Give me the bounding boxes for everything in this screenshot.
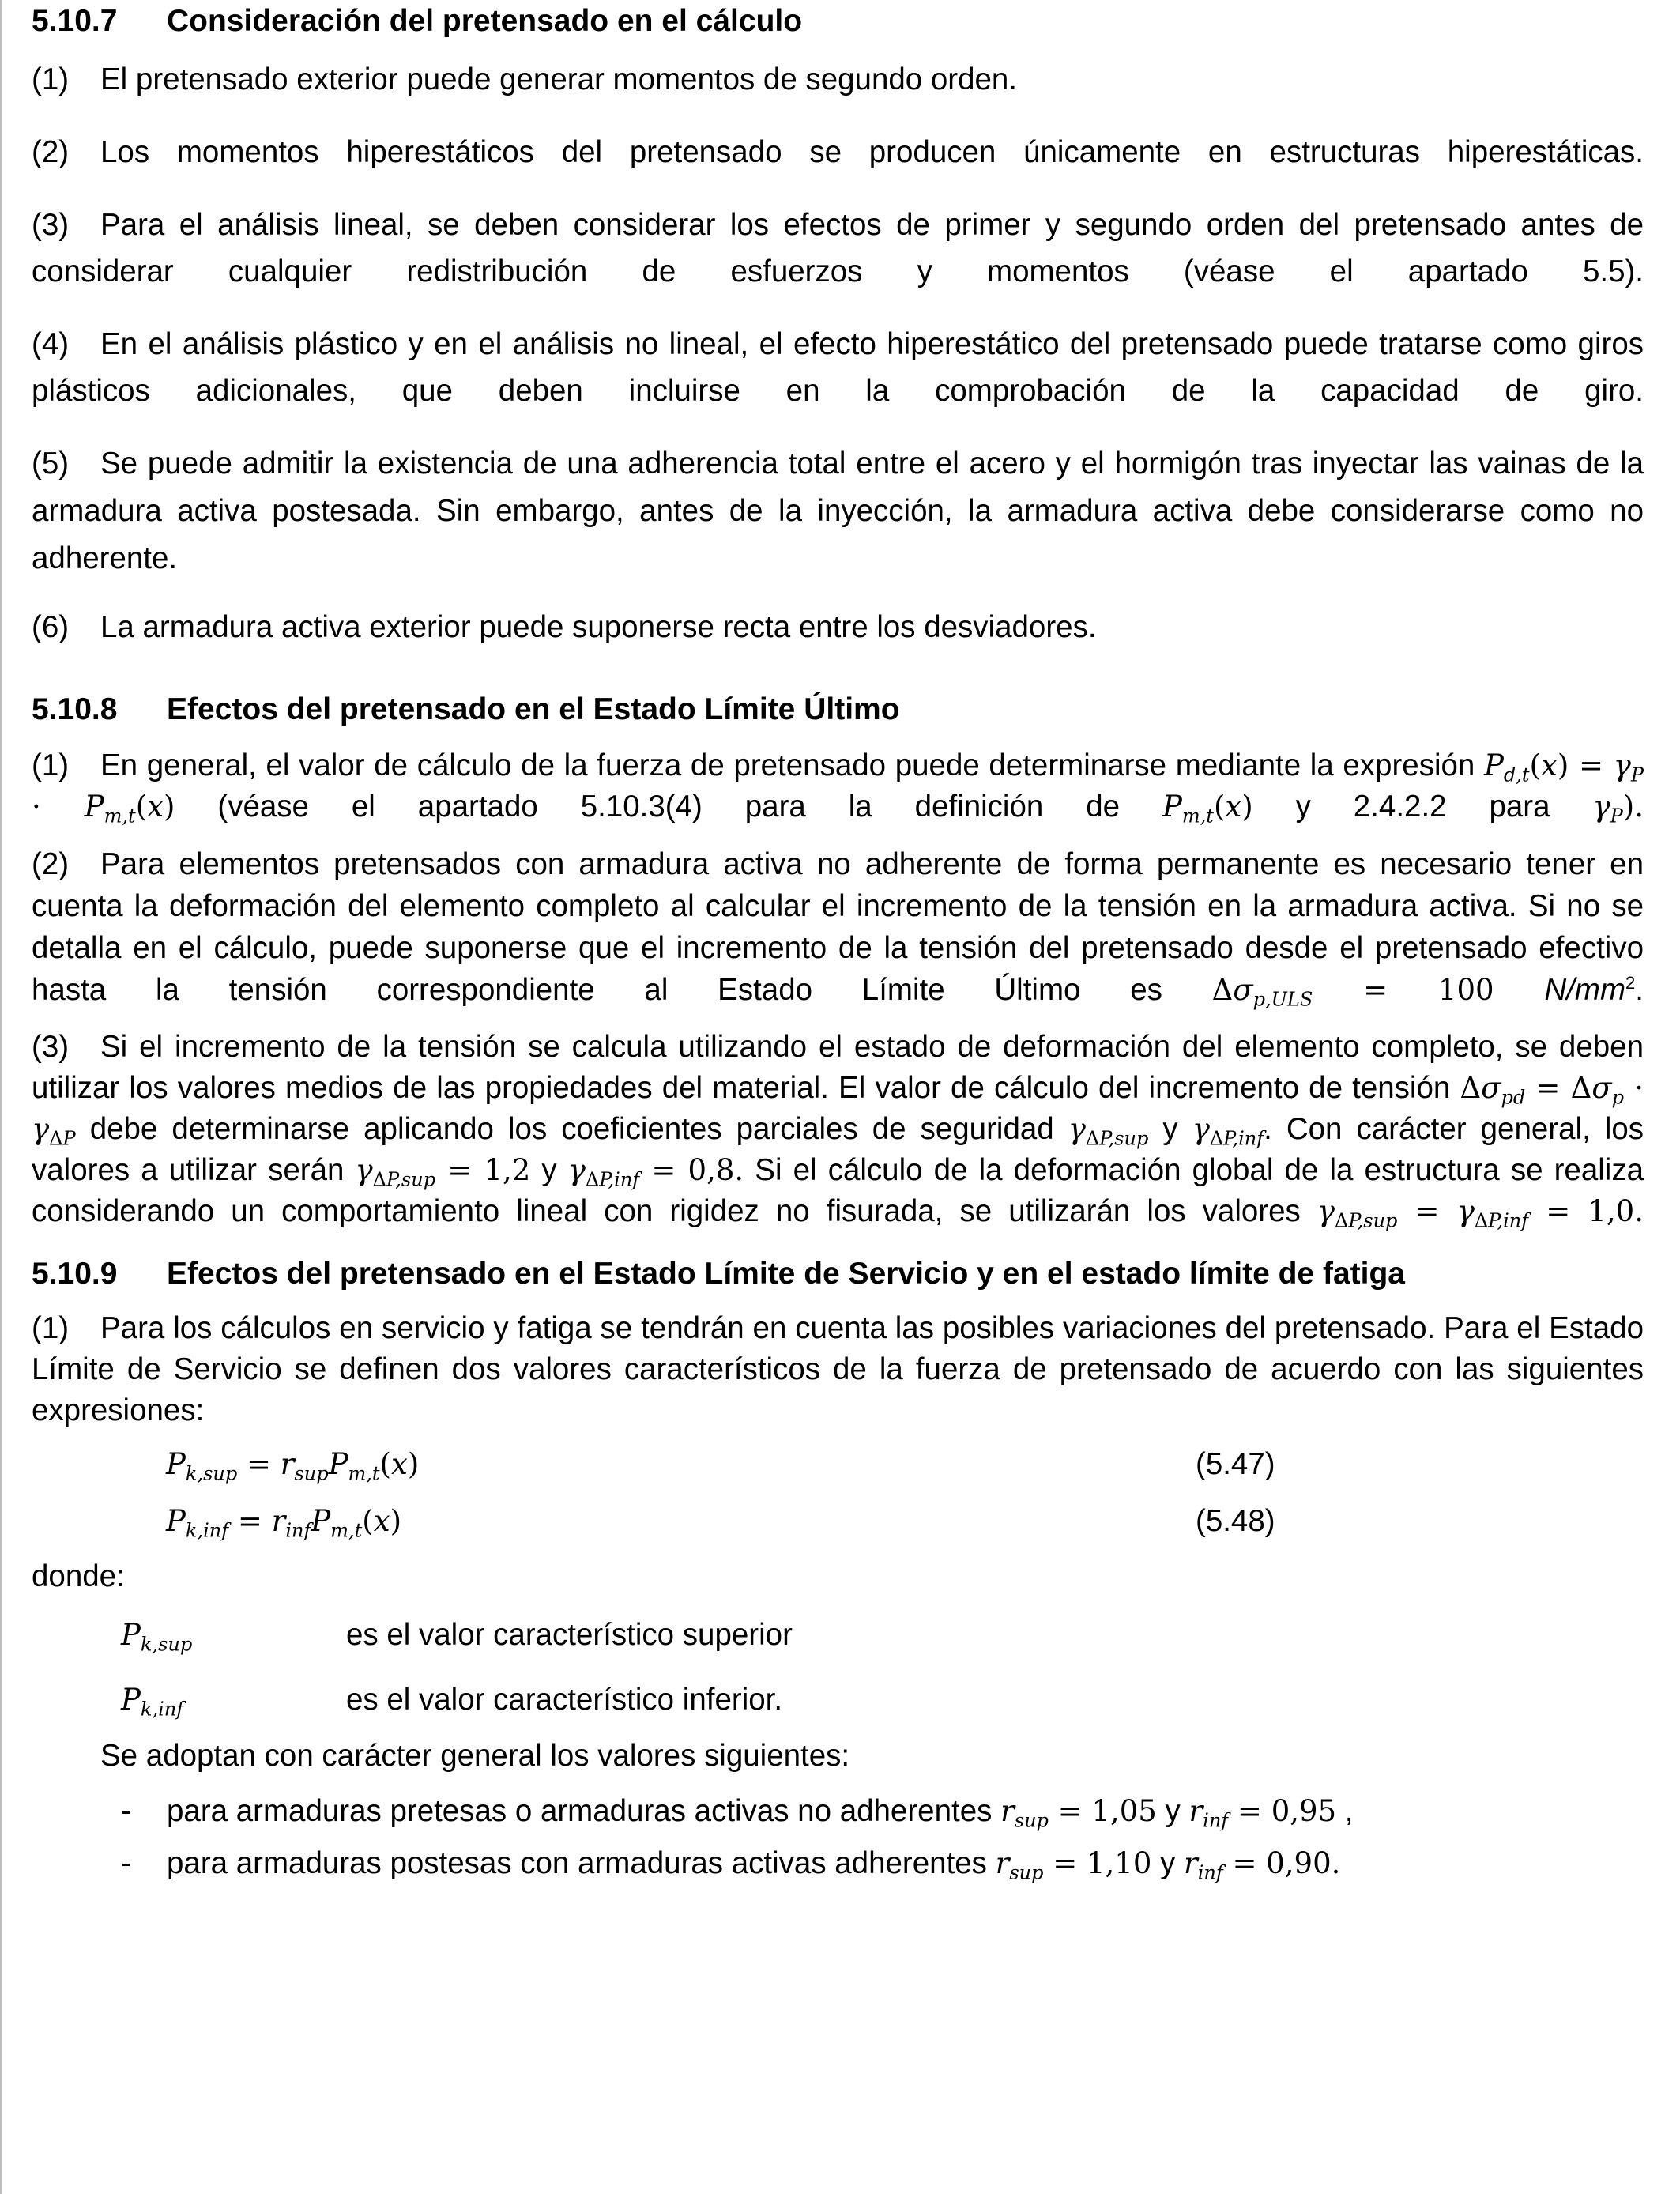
formula-gamma-p: $\gamma_P$). (1592, 790, 1644, 827)
formula-pdt: $P_{d,t}(x) = \gamma_P \cdot P_{m,t}(x)$ (32, 748, 1644, 827)
formula-gamma-sup: $\gamma_{\Delta P,sup}$ (1068, 1112, 1149, 1150)
section-number: 5.10.9 (32, 1257, 118, 1291)
equation-number: (5.48) (1196, 1504, 1275, 1538)
paragraph-5-10-7-3: (3) Para el análisis lineal, se deben considerar los efectos de primer y segundo orden del pretensado antes de considerar cualquier redistribución de esfuerzos y momentos (véase el apartado 5.5). (32, 208, 1644, 288)
formula-gamma-sup-value: $\gamma_{\Delta P,sup} = 1,2$ (355, 1153, 531, 1191)
paragraph-5-10-9-1: (1) Para los cálculos en servicio y fatiga se tendrán en cuenta las posibles variaciones del pretensado. Para el Estado Límite de Servicio se definen dos valores característicos de la fuerza de pretensado de acuerdo con las siguientes expresiones: (32, 1311, 1644, 1427)
paragraph-5-10-7-5: (5) Se puede admitir la existencia de una adherencia total entre el acero y el hormigón tras inyectar las vainas de la armadura activa postesada. Sin embargo, antes de la inyección, la armadura activa debe considerarse como no adherente. (32, 447, 1644, 575)
section-heading-5-10-8 (32, 688, 1644, 731)
formula-delta-sigma-uls: $\Delta\sigma_{p,ULS} = 100$ (1211, 973, 1545, 1011)
paragraph-5-10-7-4: (4) En el análisis plástico y en el análisis no lineal, el efecto hiperestático del pretensado puede tratarse como giros plásticos adicionales, que deben incluirse en la comprobación de la capacidad de giro. (32, 327, 1644, 408)
paragraph-5-10-8-3: (3) Si el incremento de la tensión se calcula utilizando el estado de deformación del elemento completo, se deben utilizar los valores medios de las propiedades del material. El valor de cálculo del incremento de tensión $\Delta\sigma_{pd} = \Delta\sigma_p \cdot \gamma_{\Delta P}$ debe determinarse aplicando los coeficientes parciales de seguridad $\gamma_{\Delta P,sup}$ y $\gamma_{\Delta P,inf}$. Con carácter general, los valores a utilizar serán $\gamma_{\Delta P,sup} = 1,2$ y $\gamma_{\Delta P,inf} = 0,8$. Si el cálculo de la deformación global de la estructura se realiza considerando un comportamiento lineal con rigidez no fisurada, se utilizarán los valores $\gamma_{\Delta P,sup} = \gamma_{\Delta P,inf} = 1,0$. (32, 1030, 1644, 1232)
formula-gamma-inf: $\gamma_{\Delta P,inf}$ (1192, 1112, 1264, 1150)
formula-pmt: $P_{m,t}(x)$ (1162, 790, 1253, 827)
document-page (32, 0, 1644, 1890)
equation-5-47 (32, 1436, 1644, 1493)
formula-r-sup-110: $r_{sup} = 1,10$ (995, 1846, 1152, 1884)
list-item-postesas: - para armaduras postesas con armaduras activas adherentes $r_{sup} = 1,10$ y $r_{inf} = 0,90$. (121, 1846, 1341, 1884)
section-title: Efectos del pretensado en el Estado Límite de Servicio y en el estado límite de fatiga (167, 1257, 1405, 1291)
list-item-pretesas: - para armaduras pretesas o armaduras activas no adherentes $r_{sup} = 1,05$ y $r_{inf} = 0,95$ , (121, 1794, 1354, 1832)
section-heading-5-10-9 (32, 1253, 1644, 1295)
paragraph-5-10-8-2: (2) Para elementos pretensados con armadura activa no adherente de forma permanente es necesario tener en cuenta la deformación del elemento completo al calcular el incremento de la tensión en la armadura activa. Si no se detalla en el cálculo, puede suponerse que el incremento de la tensión del pretensado desde el pretensado efectivo hasta la tensión correspondiente al Estado Límite Último es $\Delta\sigma_{p,ULS} = 100$ $N/mm^2$. (32, 847, 1644, 1011)
formula-r-inf-090: $r_{inf} = 0,90$. (1184, 1846, 1341, 1884)
paragraph-5-10-8-1: (1) En general, el valor de cálculo de la fuerza de pretensado puede determinarse mediante la expresión $P_{d,t}(x) = \gamma_P \cdot P_{m,t}(x)$ (véase el apartado 5.10.3(4) para la definición de $P_{m,t}(x)$ y 2.4.2.2 para $\gamma_P$). (32, 748, 1644, 827)
section-number: 5.10.7 (32, 4, 118, 38)
section-heading-5-10-7 (32, 0, 1644, 43)
formula-pk-inf: $P_{k,inf} = r_{inf}P_{m,t}(x)$ (166, 1504, 402, 1542)
formula-pk-sup: $P_{k,sup} = r_{sup}P_{m,t}(x)$ (166, 1447, 420, 1485)
paragraph-5-10-7-2: (2) Los momentos hiperestáticos del pretensado se producen únicamente en estructuras hiperestáticas. (32, 135, 1644, 169)
section-title: Consideración del pretensado en el cálculo (167, 4, 803, 38)
section-title: Efectos del pretensado en el Estado Límite Último (167, 692, 900, 726)
donde-label: donde: (32, 1559, 125, 1593)
formula-delta-sigma-pd: $\Delta\sigma_{pd} = \Delta\sigma_p \cdot \gamma_{\Delta P}$ (32, 1071, 1644, 1150)
definition-pk-inf: $P_{k,inf}$ es el valor característico inferior. (32, 1668, 1644, 1732)
symbol-pk-sup: $P_{k,sup}$ (121, 1618, 193, 1656)
definition-pk-sup: $P_{k,sup}$ es el valor característico superior (32, 1603, 1644, 1668)
symbol-pk-inf: $P_{k,inf}$ (121, 1683, 184, 1721)
paragraph-5-10-7-6: (6) La armadura activa exterior puede suponerse recta entre los desviadores. (32, 610, 1097, 644)
formula-gamma-equal-one: $\gamma_{\Delta P,sup} = \gamma_{\Delta P,inf} = 1,0$. (1317, 1194, 1644, 1232)
page-edge-line (0, 0, 2, 2194)
section-number: 5.10.8 (32, 692, 118, 726)
formula-gamma-inf-value: $\gamma_{\Delta P,inf} = 0,8$. (567, 1153, 744, 1191)
formula-r-inf-095: $r_{inf} = 0,95$ (1188, 1794, 1337, 1832)
adopt-text: Se adoptan con carácter general los valores siguientes: (100, 1739, 850, 1773)
equation-5-48 (32, 1493, 1644, 1550)
formula-r-sup-105: $r_{sup} = 1,05$ (1000, 1794, 1157, 1832)
equation-number: (5.47) (1196, 1447, 1275, 1481)
paragraph-5-10-7-1: (1) El pretensado exterior puede generar momentos de segundo orden. (32, 62, 1018, 96)
